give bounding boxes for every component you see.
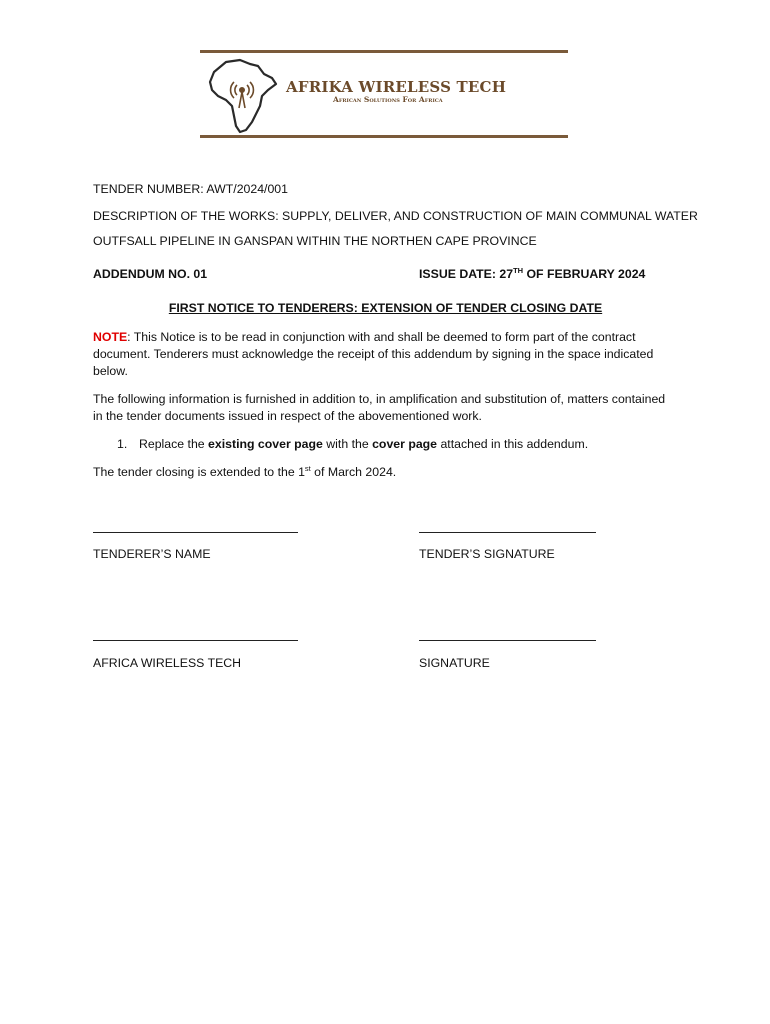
- issue-date: ISSUE DATE: 27TH OF FEBRUARY 2024: [419, 265, 646, 281]
- tenderer-name-line: [93, 532, 298, 533]
- notice-title: FIRST NOTICE TO TENDERERS: EXTENSION OF TENDER CLOSING DATE: [168, 301, 603, 315]
- tenderer-name-label: TENDERER’S NAME: [93, 547, 211, 561]
- tender-number: TENDER NUMBER: AWT/2024/001: [93, 182, 288, 196]
- tender-signature-line: [419, 532, 596, 533]
- logo-top-rule: [200, 50, 568, 53]
- description-line-1: DESCRIPTION OF THE WORKS: SUPPLY, DELIVER, AND CONSTRUCTION OF MAIN COMMUNAL WATER: [93, 209, 698, 223]
- company-name-line: [93, 640, 298, 641]
- description-line-2: OUTFSALL PIPELINE IN GANSPAN WITHIN THE NORTHEN CAPE PROVINCE: [93, 234, 537, 248]
- company-name-label: AFRICA WIRELESS TECH: [93, 656, 242, 670]
- closing-statement: The tender closing is extended to the 1st of March 2024.: [93, 463, 397, 479]
- tender-signature-label: TENDER’S SIGNATURE: [419, 547, 555, 561]
- company-signature-line: [419, 640, 596, 641]
- note-label: NOTE: [93, 330, 128, 344]
- list-item-text: Replace the existing cover page with the cover page attached in this addendum.: [139, 437, 589, 451]
- addendum-number: ADDENDUM NO. 01: [93, 267, 208, 281]
- africa-map-icon: [206, 56, 282, 136]
- info-paragraph: The following information is furnished in addition to, in amplification and substitution of, matters contained in the tender documents issued in respect of the abovementioned work.: [93, 392, 666, 424]
- company-logo: [200, 48, 568, 140]
- company-signature-label: SIGNATURE: [419, 656, 490, 670]
- note-paragraph: NOTE: This Notice is to be read in conjunction with and shall be deemed to form part of the contract document. Tenderers must acknowledge the receipt of this addendum by signing in the space indicated below.: [93, 330, 654, 379]
- logo-tagline: African Solutions For Africa: [333, 95, 443, 104]
- logo-bottom-rule: [200, 135, 568, 138]
- list-item-number: 1.: [117, 437, 128, 451]
- logo-brand-name: AFRIKA WIRELESS TECH: [286, 78, 507, 96]
